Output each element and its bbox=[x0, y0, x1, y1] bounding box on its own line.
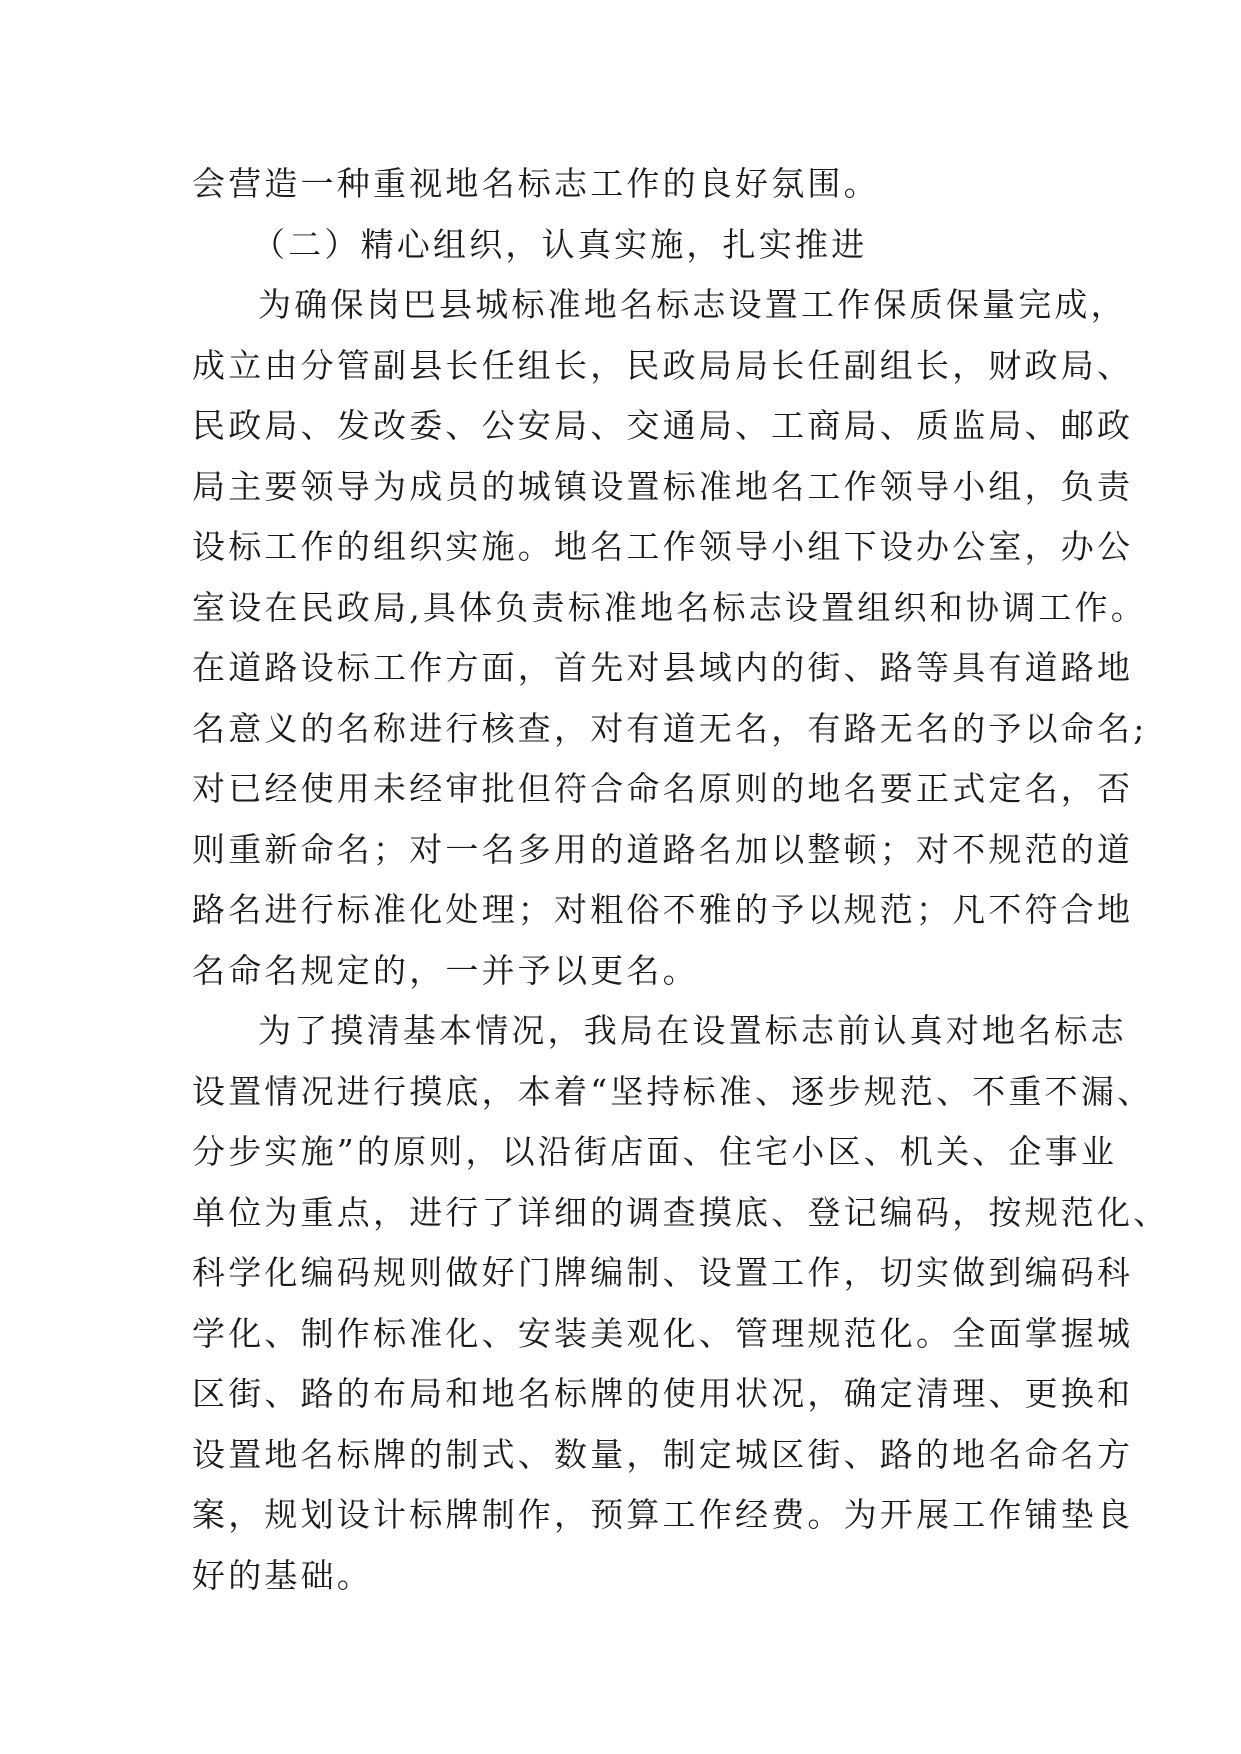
text-line: 单位为重点，进行了详细的调查摸底、登记编码，按规范化、 bbox=[192, 1192, 1170, 1232]
text-line: 民政局、发改委、公安局、交通局、工商局、质监局、邮政 bbox=[192, 406, 1134, 445]
text-line: 室设在民政局,具体负责标准地名标志设置组织和协调工作。 bbox=[192, 587, 1147, 627]
text-line: 设置地名标牌的制式、数量，制定城区街、路的地名命名方 bbox=[192, 1434, 1134, 1474]
text-line: 设标工作的组织实施。地名工作领导小组下设办公室，办公 bbox=[192, 527, 1134, 566]
text-line: 在道路设标工作方面，首先对县域内的街、路等具有道路地 bbox=[192, 648, 1134, 687]
text-line: 科学化编码规则做好门牌编制、设置工作，切实做到编码科 bbox=[192, 1253, 1134, 1292]
text-line: 名意义的名称进行核查，对有道无名，有路无名的予以命名; bbox=[192, 708, 1148, 748]
text-line: 区街、路的布局和地名标牌的使用状况，确定清理、更换和 bbox=[192, 1374, 1134, 1413]
text-line: 路名进行标准化处理；对粗俗不雅的予以规范；凡不符合地 bbox=[192, 890, 1134, 929]
text-line: 局主要领导为成员的城镇设置标准地名工作领导小组，负责 bbox=[192, 466, 1134, 506]
text-line: 学化、制作标准化、安装美观化、管理规范化。全面掌握城 bbox=[192, 1313, 1134, 1353]
text-line: 为确保岗巴县城标准地名标志设置工作保质保量完成， bbox=[258, 285, 1127, 324]
text-line: 对已经使用未经审批但符合命名原则的地名要正式定名，否 bbox=[192, 769, 1134, 808]
text-line: 则重新命名；对一名多用的道路名加以整顿；对不规范的道 bbox=[192, 829, 1134, 869]
document-body bbox=[192, 154, 1170, 1606]
text-line: 设置情况进行摸底，本着“坚持标准、逐步规范、不重不漏、 bbox=[192, 1071, 1154, 1111]
text-line: 好的基础。 bbox=[192, 1555, 373, 1595]
text-line: 名命名规定的，一并予以更名。 bbox=[192, 950, 699, 990]
text-line: 为了摸清基本情况，我局在设置标志前认真对地名标志 bbox=[258, 1011, 1127, 1050]
text-line: 成立由分管副县长任组长，民政局局长任副组长，财政局、 bbox=[192, 345, 1134, 385]
text-line: 案，规划设计标牌制作，预算工作经费。为开展工作铺垫良 bbox=[192, 1495, 1134, 1534]
text-line: 分步实施”的原则，以沿街店面、住宅小区、机关、企事业 bbox=[192, 1132, 1118, 1171]
text-line: 会营造一种重视地名标志工作的良好氛围。 bbox=[192, 164, 880, 203]
section-heading: （二）精心组织，认真实施，扎实推进 bbox=[252, 224, 868, 264]
